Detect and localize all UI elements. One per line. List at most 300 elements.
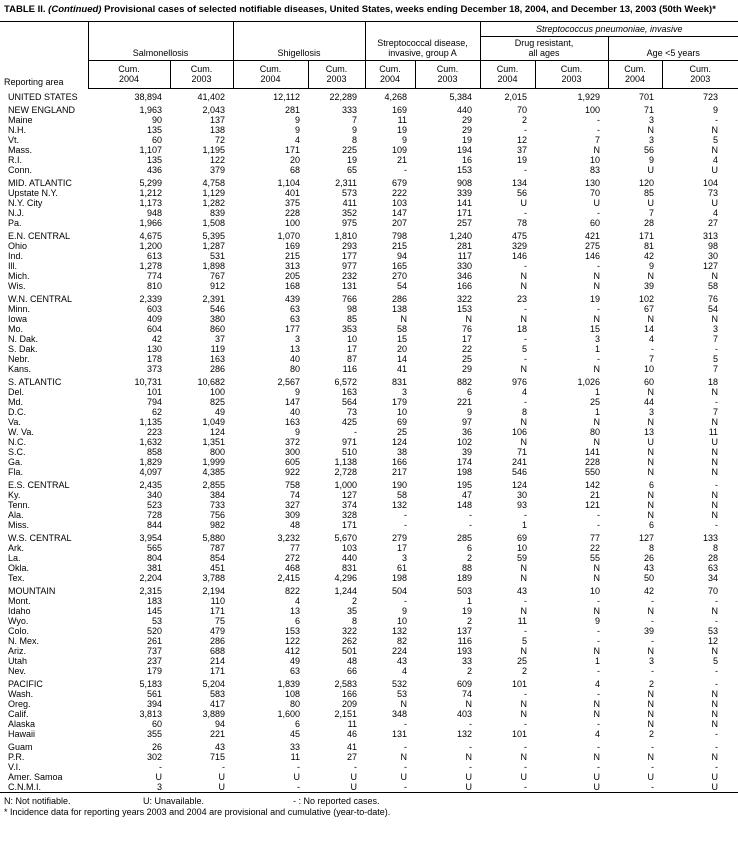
- row-label: Fla.: [8, 467, 24, 477]
- table-cell: -: [297, 762, 300, 772]
- table-cell: 98: [708, 241, 719, 251]
- table-cell: 56: [643, 145, 654, 155]
- table-row: [0, 500, 738, 510]
- salmonellosis-header: Salmonellosis: [88, 22, 233, 61]
- table-cell: 1,508: [202, 218, 225, 228]
- table-cell: 9: [294, 387, 300, 397]
- strep-a-line: Shigellosis: [277, 48, 321, 58]
- table-cell: 94: [214, 719, 225, 729]
- table-cell: 1,000: [334, 480, 357, 490]
- row-label: Pa.: [8, 218, 22, 228]
- table-cell: 2: [648, 729, 654, 739]
- table-cell: -: [524, 596, 527, 606]
- table-row: [0, 752, 738, 762]
- table-cell: 43: [214, 742, 225, 752]
- table-row: [0, 387, 738, 397]
- table-cell: 82: [396, 636, 407, 646]
- table-cell: 9: [713, 105, 719, 115]
- table-cell: 7: [713, 334, 719, 344]
- table-cell: U: [350, 772, 357, 782]
- table-cell: 7: [648, 354, 654, 364]
- table-cell: 831: [391, 377, 407, 387]
- table-cell: -: [651, 782, 654, 792]
- table-cell: -: [524, 397, 527, 407]
- table-cell: 384: [209, 490, 225, 500]
- table-cell: -: [715, 344, 719, 354]
- table-cell: 1,049: [202, 417, 225, 427]
- table-cell: 148: [456, 500, 472, 510]
- table-cell: 101: [511, 729, 527, 739]
- row-label: Mich.: [8, 271, 30, 281]
- table-cell: 257: [456, 218, 472, 228]
- table-cell: 237: [146, 656, 162, 666]
- row-label: Ark.: [8, 543, 25, 553]
- table-cell: N: [520, 437, 527, 447]
- table-cell: 134: [511, 178, 527, 188]
- table-cell: 9: [401, 135, 407, 145]
- table-cell: 3,889: [202, 709, 225, 719]
- table-cell: 41: [396, 364, 407, 374]
- table-cell: 17: [396, 543, 407, 553]
- table-cell: 810: [146, 281, 162, 291]
- table-cell: 16: [461, 155, 472, 165]
- table-cell: 1,135: [139, 417, 162, 427]
- table-cell: N: [647, 447, 654, 457]
- table-cell: 102: [638, 294, 654, 304]
- table-cell: 2,583: [334, 679, 357, 689]
- row-label: Ala.: [8, 510, 24, 520]
- table-cell: 179: [146, 666, 162, 676]
- row-label: PACIFIC: [8, 679, 43, 689]
- row-label: S. ATLANTIC: [8, 377, 62, 387]
- table-cell: 2,311: [335, 178, 357, 188]
- table-cell: 7: [713, 407, 719, 417]
- table-cell: 912: [209, 281, 225, 291]
- table-cell: 12: [516, 135, 527, 145]
- table-cell: N: [593, 417, 600, 427]
- table-cell: 177: [284, 324, 300, 334]
- table-cell: 30: [708, 251, 719, 261]
- table-cell: 70: [708, 586, 719, 596]
- table-row: [0, 553, 738, 563]
- table-cell: -: [524, 125, 527, 135]
- table-cell: U: [293, 772, 300, 782]
- table-cell: 1,632: [139, 437, 162, 447]
- table-row: [0, 447, 738, 457]
- table-cell: -: [524, 334, 527, 344]
- table-cell: 4: [294, 596, 300, 606]
- table-cell: 94: [396, 251, 407, 261]
- table-row: [0, 105, 738, 115]
- table-cell: -: [597, 689, 600, 699]
- table-cell: 4,385: [202, 467, 225, 477]
- row-label: Iowa: [8, 314, 28, 324]
- table-row: [0, 261, 738, 271]
- table-row: [0, 709, 738, 719]
- table-cell: 4: [521, 387, 527, 397]
- table-cell: 436: [146, 165, 162, 175]
- row-label: S. Dak.: [8, 344, 38, 354]
- table-cell: 322: [456, 294, 472, 304]
- table-row: [0, 271, 738, 281]
- table-cell: 286: [391, 294, 407, 304]
- table-cell: N: [711, 646, 719, 656]
- table-cell: 63: [289, 314, 300, 324]
- table-cell: U: [593, 772, 600, 782]
- table-cell: 5: [521, 344, 527, 354]
- row-label: Vt.: [8, 135, 20, 145]
- table-cell: U: [520, 198, 527, 208]
- table-cell: 3: [648, 407, 654, 417]
- table-cell: U: [400, 772, 407, 782]
- table-cell: N: [400, 699, 407, 709]
- table-cell: 56: [516, 188, 527, 198]
- header-row-top: [0, 22, 738, 37]
- table-cell: 4,675: [139, 231, 162, 241]
- row-label: Nev.: [8, 666, 26, 676]
- table-cell: 194: [456, 145, 472, 155]
- table-cell: -: [404, 719, 407, 729]
- table-row: [0, 92, 738, 102]
- table-cell: 1: [594, 344, 600, 354]
- row-label: N.J.: [8, 208, 25, 218]
- table-cell: 78: [516, 218, 527, 228]
- table-row: [0, 198, 738, 208]
- table-cell: 7: [351, 115, 357, 125]
- table-cell: 179: [391, 397, 407, 407]
- table-cell: 613: [146, 251, 162, 261]
- table-cell: 19: [589, 294, 600, 304]
- table-cell: 4: [713, 155, 719, 165]
- table-cell: 11: [708, 427, 719, 437]
- age-under-5-header: Age <5 years: [608, 37, 738, 61]
- table-cell: 373: [146, 364, 162, 374]
- table-cell: 121: [584, 500, 600, 510]
- table-cell: N: [711, 752, 719, 762]
- table-cell: 100: [209, 387, 225, 397]
- table-cell: 48: [289, 520, 300, 530]
- table-row: [0, 666, 738, 676]
- table-row: [0, 354, 738, 364]
- table-cell: 76: [708, 294, 719, 304]
- table-cell: 133: [703, 533, 719, 543]
- table-cell: N: [711, 145, 719, 155]
- table-cell: 5,183: [139, 679, 162, 689]
- table-cell: 1,600: [277, 709, 300, 719]
- table-cell: -: [651, 344, 654, 354]
- table-row: [0, 281, 738, 291]
- table-cell: 75: [214, 616, 225, 626]
- table-cell: 10: [346, 334, 357, 344]
- table-cell: -: [715, 115, 719, 125]
- table-cell: 758: [284, 480, 300, 490]
- table-cell: N: [520, 646, 527, 656]
- row-label: Colo.: [8, 626, 30, 636]
- col-header-age5-2003: Cum. 2003: [662, 61, 738, 89]
- table-cell: 381: [146, 563, 162, 573]
- table-cell: 72: [214, 135, 225, 145]
- table-cell: 2,435: [139, 480, 162, 490]
- table-cell: -: [715, 520, 719, 530]
- table-cell: 122: [209, 155, 225, 165]
- row-label: N.Y. City: [8, 198, 43, 208]
- table-row: [0, 606, 738, 616]
- table-cell: 313: [284, 261, 300, 271]
- row-label: N. Mex.: [8, 636, 40, 646]
- table-cell: 3: [648, 656, 654, 666]
- table-cell: 171: [209, 606, 225, 616]
- table-cell: N: [593, 709, 600, 719]
- table-cell: 101: [146, 387, 162, 397]
- table-cell: 71: [516, 447, 527, 457]
- table-cell: 40: [289, 354, 300, 364]
- table-cell: U: [647, 165, 654, 175]
- table-cell: 1,278: [139, 261, 162, 271]
- table-cell: N: [647, 510, 654, 520]
- table-cell: 9: [594, 616, 600, 626]
- row-label: Maine: [8, 115, 33, 125]
- table-cell: 190: [391, 480, 407, 490]
- table-cell: 844: [146, 520, 162, 530]
- table-cell: 50: [643, 573, 654, 583]
- table-cell: 261: [146, 636, 162, 646]
- table-cell: 2: [351, 596, 357, 606]
- table-cell: 102: [456, 437, 472, 447]
- table-cell: N: [647, 467, 654, 477]
- col-header-age5-2004: Cum. 2004: [608, 61, 662, 89]
- table-cell: 583: [209, 689, 225, 699]
- table-cell: 330: [456, 261, 472, 271]
- row-label: Tenn.: [8, 500, 31, 510]
- row-label: Ind.: [8, 251, 24, 261]
- table-cell: 281: [284, 105, 300, 115]
- table-cell: 922: [284, 467, 300, 477]
- table-cell: 15: [589, 324, 600, 334]
- row-label: W.S. CENTRAL: [8, 533, 72, 543]
- table-cell: 286: [209, 636, 225, 646]
- table-cell: -: [469, 719, 472, 729]
- table-cell: 147: [391, 208, 407, 218]
- table-cell: 1,195: [202, 145, 225, 155]
- table-cell: 5,299: [139, 178, 162, 188]
- table-cell: 62: [151, 407, 162, 417]
- table-cell: -: [651, 666, 654, 676]
- table-cell: -: [524, 689, 527, 699]
- table-cell: 163: [209, 354, 225, 364]
- table-cell: N: [593, 271, 600, 281]
- table-cell: 8: [351, 616, 357, 626]
- table-cell: 27: [346, 752, 357, 762]
- table-cell: 54: [708, 304, 719, 314]
- table-row: [0, 324, 738, 334]
- table-cell: N: [711, 387, 719, 397]
- table-cell: 1,898: [202, 261, 225, 271]
- table-cell: 3: [713, 324, 719, 334]
- row-label: Upstate N.Y.: [8, 188, 58, 198]
- table-body: [0, 89, 738, 793]
- table-cell: 48: [346, 656, 357, 666]
- table-cell: 510: [341, 447, 357, 457]
- table-row: [0, 188, 738, 198]
- table-cell: 66: [346, 666, 357, 676]
- table-cell: N: [647, 125, 654, 135]
- row-label: W. Va.: [8, 427, 34, 437]
- table-cell: 22: [589, 543, 600, 553]
- table-cell: 171: [341, 520, 357, 530]
- row-label: MID. ATLANTIC: [8, 178, 72, 188]
- table-cell: 375: [284, 198, 300, 208]
- table-cell: 2: [466, 616, 472, 626]
- row-label: D.C.: [8, 407, 26, 417]
- table-cell: 39: [643, 281, 654, 291]
- table-cell: 798: [391, 231, 407, 241]
- table-cell: N: [593, 752, 600, 762]
- table-cell: 679: [391, 178, 407, 188]
- table-cell: 475: [511, 231, 527, 241]
- table-cell: 3: [648, 135, 654, 145]
- table-cell: 25: [516, 656, 527, 666]
- row-label: Mass.: [8, 145, 33, 155]
- table-cell: 178: [146, 354, 162, 364]
- table-cell: 36: [461, 427, 472, 437]
- table-cell: -: [597, 742, 600, 752]
- table-cell: 70: [516, 105, 527, 115]
- table-cell: 501: [341, 646, 357, 656]
- table-cell: -: [597, 354, 600, 364]
- table-row: [0, 636, 738, 646]
- table-cell: 9: [401, 606, 407, 616]
- table-cell: N: [647, 500, 654, 510]
- table-cell: 19: [516, 155, 527, 165]
- row-label: W.N. CENTRAL: [8, 294, 73, 304]
- table-cell: 733: [209, 500, 225, 510]
- table-cell: 1,351: [202, 437, 225, 447]
- table-cell: -: [297, 782, 300, 792]
- table-cell: 5,395: [202, 231, 225, 241]
- table-row: [0, 251, 738, 261]
- table-cell: 1,929: [577, 92, 600, 102]
- table-row: [0, 178, 738, 188]
- footnotes: [4, 796, 734, 818]
- table-cell: 322: [341, 626, 357, 636]
- table-row: [0, 689, 738, 699]
- table-cell: 417: [209, 699, 225, 709]
- table-cell: 9: [648, 155, 654, 165]
- table-cell: 372: [284, 437, 300, 447]
- table-cell: 948: [146, 208, 162, 218]
- table-cell: 1: [466, 596, 472, 606]
- table-cell: 355: [146, 729, 162, 739]
- table-row: [0, 679, 738, 689]
- table-cell: 346: [456, 271, 472, 281]
- table-cell: 169: [284, 241, 300, 251]
- table-cell: 174: [456, 457, 472, 467]
- table-cell: N: [520, 709, 527, 719]
- table-cell: 3: [401, 387, 407, 397]
- table-cell: 4,097: [139, 467, 162, 477]
- row-label: Wyo.: [8, 616, 29, 626]
- table-cell: 737: [146, 646, 162, 656]
- table-cell: N: [711, 709, 719, 719]
- table-cell: 2,728: [334, 467, 357, 477]
- row-label: NEW ENGLAND: [8, 105, 76, 115]
- table-cell: -: [597, 626, 600, 636]
- table-cell: 348: [391, 709, 407, 719]
- table-cell: 688: [209, 646, 225, 656]
- table-cell: 451: [209, 563, 225, 573]
- table-cell: N: [520, 364, 527, 374]
- table-cell: -: [524, 354, 527, 364]
- table-cell: 11: [517, 616, 527, 626]
- table-cell: 2,855: [202, 480, 225, 490]
- table-cell: N: [647, 709, 654, 719]
- table-cell: U: [465, 772, 472, 782]
- table-cell: 728: [146, 510, 162, 520]
- table-cell: N: [520, 699, 527, 709]
- table-cell: 15: [396, 334, 407, 344]
- table-cell: -: [469, 762, 472, 772]
- table-cell: 209: [341, 699, 357, 709]
- table-row: [0, 165, 738, 175]
- row-label: Oreg.: [8, 699, 31, 709]
- table-row: [0, 510, 738, 520]
- table-cell: 374: [341, 500, 357, 510]
- table-cell: 854: [209, 553, 225, 563]
- table-cell: 74: [289, 490, 300, 500]
- table-cell: 9: [351, 125, 357, 135]
- drug-resistant-line1: Drug resistant,: [514, 38, 574, 48]
- table-cell: 131: [391, 729, 407, 739]
- table-cell: 30: [516, 490, 527, 500]
- table-cell: 39: [461, 447, 472, 457]
- table-cell: 169: [391, 105, 407, 115]
- table-cell: 1: [594, 387, 600, 397]
- table-cell: 38,894: [134, 92, 162, 102]
- table-cell: 19: [461, 606, 472, 616]
- table-cell: 8: [648, 543, 654, 553]
- table-cell: 11: [397, 115, 407, 125]
- table-cell: -: [651, 742, 654, 752]
- table-cell: 83: [589, 165, 600, 175]
- table-cell: -: [597, 636, 600, 646]
- table-cell: -: [524, 165, 527, 175]
- table-cell: N: [593, 573, 600, 583]
- table-cell: 1,173: [139, 198, 162, 208]
- table-cell: 603: [146, 304, 162, 314]
- table-cell: N: [711, 457, 719, 467]
- table-row: [0, 304, 738, 314]
- table-cell: U: [218, 772, 225, 782]
- table-cell: 1,287: [202, 241, 225, 251]
- drug-resistant-header: [480, 37, 608, 61]
- table-cell: 63: [289, 666, 300, 676]
- footnote-incidence: * Incidence data for reporting years 2003 and 2004 are provisional and cumulative (year-to-date).: [4, 807, 391, 817]
- table-cell: 329: [511, 241, 527, 251]
- table-cell: -: [222, 762, 225, 772]
- table-cell: 117: [457, 251, 472, 261]
- table-cell: 80: [589, 427, 600, 437]
- table-cell: N: [520, 752, 527, 762]
- table-cell: N: [647, 387, 654, 397]
- table-cell: N: [647, 719, 654, 729]
- table-cell: 60: [151, 135, 162, 145]
- table-cell: 3,813: [139, 709, 162, 719]
- table-cell: 286: [209, 364, 225, 374]
- table-cell: U: [465, 782, 472, 792]
- table-cell: -: [597, 125, 600, 135]
- table-cell: U: [520, 772, 527, 782]
- table-cell: 49: [289, 656, 300, 666]
